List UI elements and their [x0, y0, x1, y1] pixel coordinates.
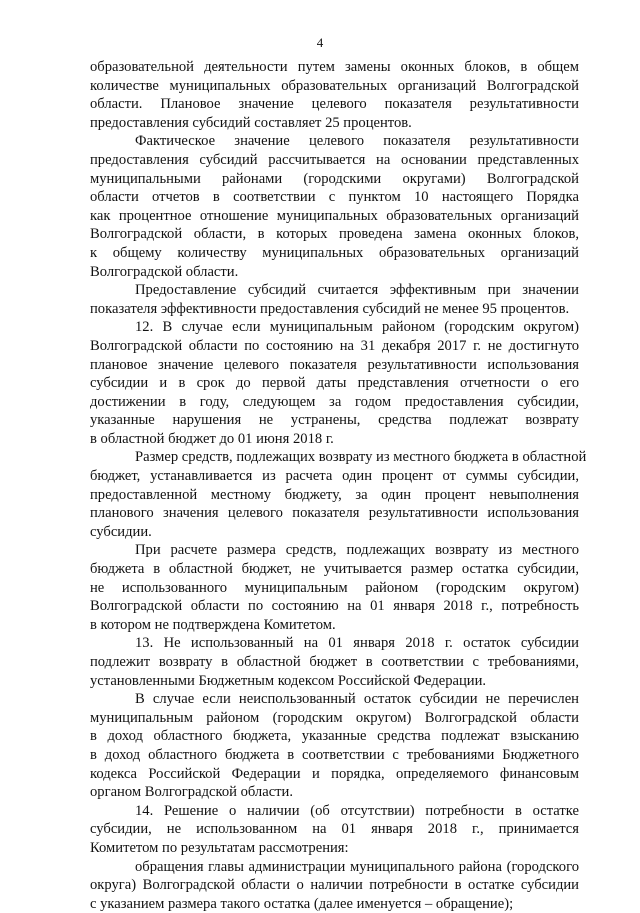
- text-line: планового значения целевого показателя результативности использования: [90, 505, 579, 522]
- text-line: предоставления субсидий рассчитывается на основании представленных: [90, 151, 579, 168]
- text-line: округа) Волгоградской области о наличии потребности в остатке субсидии: [90, 877, 579, 894]
- text-line: 13. Не использованный на 01 января 2018 г. остаток субсидии: [135, 635, 579, 652]
- text-line: достижении в году, следующем за годом предоставления субсидии,: [90, 393, 579, 410]
- text-line: в областной бюджет до 01 июня 2018 г.: [90, 430, 334, 447]
- text-line: муниципальными районами (городскими округами) Волгоградской: [90, 170, 579, 187]
- text-line: в доход областного бюджета, указанные средства подлежат взысканию: [90, 728, 579, 745]
- text-line: как процентное отношение муниципальных образовательных организаций: [90, 207, 579, 224]
- page-number: 4: [316, 35, 324, 50]
- text-line: субсидии, не использованном на 01 января 2018 г., принимается: [90, 821, 579, 838]
- text-line: Размер средств, подлежащих возврату из местного бюджета в областной: [135, 449, 587, 466]
- text-line: установленными Бюджетным кодексом Российской Федерации.: [90, 672, 487, 689]
- text-line: муниципальным районом (городским округом) Волгоградской области: [90, 709, 579, 726]
- text-line: органом Волгоградской области.: [90, 784, 294, 801]
- text-line: бюджета в областной бюджет, не учитывается размер остатка субсидии,: [90, 561, 579, 578]
- text-line: кодекса Российской Федерации и порядка, определяемого финансовым: [90, 765, 579, 782]
- document-body: [90, 58, 587, 913]
- text-line: При расчете размера средств, подлежащих возврату из местного: [135, 542, 579, 559]
- text-line: предоставления субсидий составляет 25 процентов.: [90, 114, 412, 131]
- text-line: Волгоградской области по состоянию на 01 января 2018 г., потребность: [90, 598, 579, 615]
- text-line: Комитетом по результатам рассмотрения:: [90, 839, 349, 856]
- text-line: Волгоградской области по состоянию на 31 декабря 2017 г. не достигнуто: [90, 337, 579, 354]
- text-line: плановое значение целевого показателя результативности использования: [90, 356, 579, 373]
- text-line: 12. В случае если муниципальным районом (городским округом): [135, 319, 579, 336]
- text-line: области отчетов в соответствии с пунктом 10 настоящего Порядка: [90, 189, 579, 206]
- text-line: Волгоградской области, в которых проведена замена оконных блоков,: [90, 226, 579, 243]
- text-line: показателя эффективности предоставления субсидий не менее 95 процентов.: [90, 300, 570, 317]
- text-line: образовательной деятельности путем замены оконных блоков, в общем: [90, 59, 579, 75]
- text-line: субсидии.: [90, 523, 152, 540]
- text-line: Предоставление субсидий считается эффективным при значении: [135, 282, 579, 299]
- text-line: к общему количеству муниципальных образовательных организаций: [90, 244, 579, 261]
- text-line: предоставленной местному бюджету, за один процент невыполнения: [90, 486, 579, 503]
- text-line: Фактическое значение целевого показателя результативности: [135, 133, 579, 150]
- text-line: В случае если неиспользованный остаток субсидии не перечислен: [135, 691, 579, 708]
- text-line: количестве муниципальных образовательных организаций Волгоградской: [90, 77, 579, 94]
- text-line: подлежит возврату в областной бюджет в соответствии с требованиями,: [90, 654, 579, 670]
- text-line: с указанием размера такого остатка (далее именуется – обращение);: [90, 895, 514, 912]
- text-line: Волгоградской области.: [90, 263, 239, 280]
- text-line: субсидии и в срок до первой даты представления отчетности о его: [90, 375, 579, 392]
- text-line: бюджет, устанавливается из расчета один процент от суммы субсидии,: [90, 468, 579, 485]
- text-line: области. Плановое значение целевого показателя результативности: [90, 96, 579, 113]
- text-line: указанные нарушения не устранены, средства подлежат возврату: [90, 412, 579, 429]
- text-line: не использованного муниципальным районом (городским округом): [90, 579, 579, 596]
- text-line: в котором не подтверждена Комитетом.: [90, 616, 336, 633]
- text-line: в доход областного бюджета в соответствии с требованиями Бюджетного: [90, 746, 579, 763]
- text-line: обращения главы администрации муниципального района (городского: [135, 858, 579, 875]
- text-line: 14. Решение о наличии (об отсутствии) потребности в остатке: [135, 802, 579, 819]
